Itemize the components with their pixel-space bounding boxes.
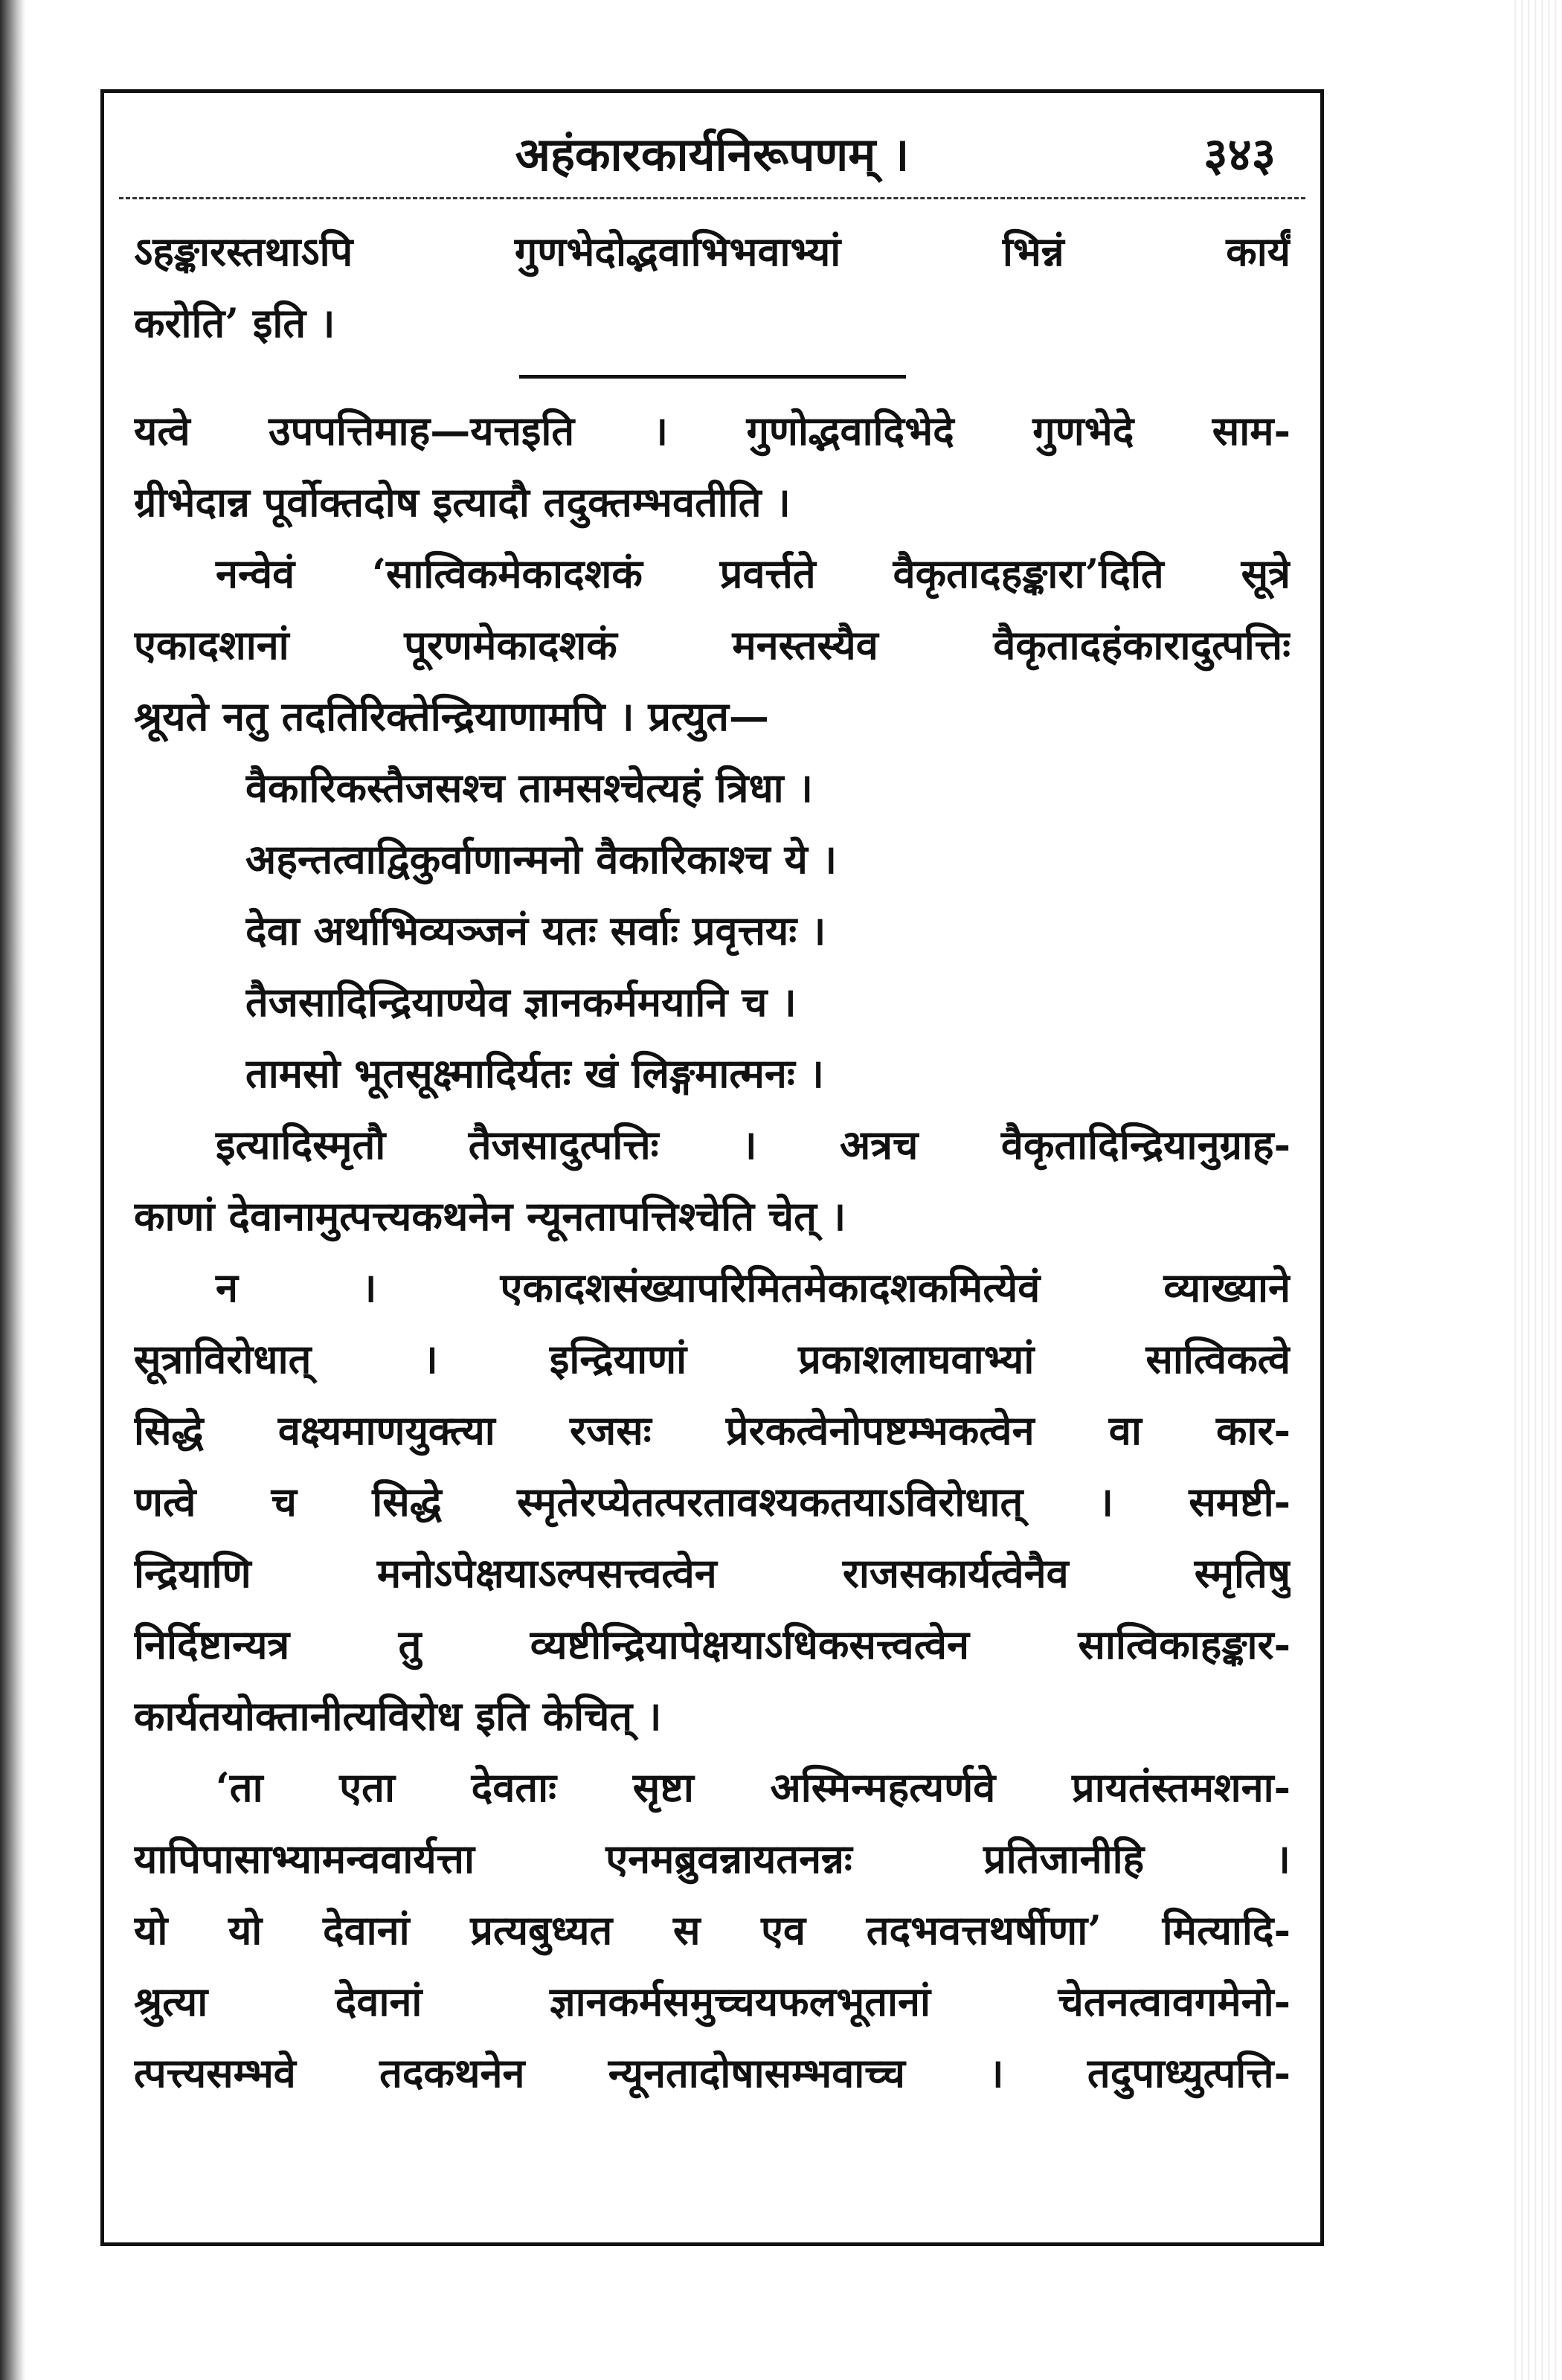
text-line: यत्वे उपपत्तिमाह—यत्तइति । गुणोद्भवादिभेदे गुणभेदे साम- [134, 407, 1291, 454]
text-line: न । एकादशसंख्यापरिमितमेकादशकमित्येवं व्याख्याने [216, 1264, 1291, 1311]
page-frame [100, 89, 1324, 2246]
scan-page-edge [1510, 0, 1562, 2380]
text-line: श्रूयते नतु तदतिरिक्तेन्द्रियाणामपि । प्रत्युत— [134, 692, 769, 740]
objection-paragraph [134, 538, 1291, 752]
text-line: निर्दिष्टान्यत्र तु व्यष्टीन्द्रियापेक्षयाऽधिकसत्त्वत्वेन सात्विकाहङ्कार- [134, 1621, 1291, 1668]
text-line: काणां देवानामुत्पत्त्यकथनेन न्यूनतापत्तिश्चेति चेत् । [134, 1192, 846, 1240]
text-line: त्पत्त्यसम्भवे तदकथनेन न्यूनतादोषासम्भवाच्च । तदुपाध्युत्पत्ति- [134, 2049, 1291, 2097]
reply-paragraph [134, 1252, 1291, 1752]
verse-line: तैजसादिन्द्रियाण्येव ज्ञानकर्ममयानि च । [245, 978, 797, 1026]
text-line: यो यो देवानां प्रत्यबुध्यत स एव तदभवत्तथर्षीणा’ मित्यादि- [134, 1906, 1291, 1954]
smriti-paragraph [134, 1109, 1291, 1252]
text-line: श्रुत्या देवानां ज्ञानकर्मसमुच्चयफलभूतानां चेतनत्वावगमेनो- [134, 1978, 1291, 2025]
text-line: एकादशानां पूरणमेकादशकं मनस्तस्यैव वैकृतादहंकारादुत्पत्तिः [134, 621, 1291, 669]
text-line: करोति’ इति । [134, 299, 335, 347]
text-line: णत्वे च सिद्धे स्मृतेरप्येतत्परतावश्यकतयाऽविरोधात् । समष्टी- [134, 1478, 1291, 1525]
shruti-paragraph [134, 1752, 1291, 2109]
page-number: ३४३ [1203, 127, 1276, 181]
text-line: ‘ता एता देवताः सृष्टा अस्मिन्महत्यर्णवे प्रायतंस्तमशना- [216, 1763, 1291, 1811]
verse-line: तामसो भूतसूक्ष्मादिर्यतः खं लिङ्गमात्मनः । [245, 1049, 825, 1097]
text-line: नन्वेवं ‘सात्विकमेकादशकं प्रवर्त्तते वैकृतादहङ्कारा’दिति सूत्रे [216, 550, 1291, 597]
verse-line: अहन्तत्वाद्विकुर्वाणान्मनो वैकारिकाश्च ये । [245, 835, 838, 883]
running-title: अहंकारकार्यनिरूपणम् । [515, 127, 910, 181]
text-line: सूत्राविरोधात् । इन्द्रियाणां प्रकाशलाघवाभ्यां सात्विकत्वे [134, 1335, 1291, 1383]
text-line: ग्रीभेदान्न पूर्वोक्तदोष इत्यादौ तदुक्तम्भवतीति । [134, 478, 791, 526]
text-line: यापिपासाभ्यामन्ववार्यत्ता एनमब्रुवन्नायतनन्नः प्रतिजानीहि । [134, 1835, 1291, 1882]
header-rule [119, 197, 1305, 199]
text-line: न्द्रियाणि मनोऽपेक्षयाऽल्पसत्त्वत्वेन राजसकार्यत्वेनैव स्मृतिषु [134, 1549, 1291, 1597]
text-line: ऽहङ्कारस्तथाऽपि गुणभेदोद्भवाभिभवाभ्यां भिन्नं कार्यं [134, 228, 1291, 275]
text-line: इत्यादिस्मृतौ तैजसादुत्पत्तिः । अत्रच वैकृतादिन्द्रियानुग्राह- [216, 1121, 1291, 1168]
text-line: कार्यतयोक्तानीत्यविरोध इति केचित् । [134, 1692, 662, 1740]
section-divider [519, 375, 906, 379]
commentary-paragraph [134, 395, 1291, 538]
page-header [104, 114, 1320, 196]
verse-line: देवा अर्थाभिव्यञ्जनं यतः सर्वाः प्रवृत्तयः । [245, 907, 826, 954]
text-line: सिद्धे वक्ष्यमाणयुक्त्या रजसः प्रेरकत्वेनोपष्टम्भकत्वेन वा कार- [134, 1406, 1291, 1454]
page-body [134, 216, 1291, 2109]
verse-quotation [134, 752, 1291, 1109]
verse-line: वैकारिकस्तैजसश्च तामसश्चेत्यहं त्रिधा । [245, 764, 813, 811]
scan-binding-shadow [0, 0, 25, 2380]
paragraph-continuation [134, 216, 1291, 358]
